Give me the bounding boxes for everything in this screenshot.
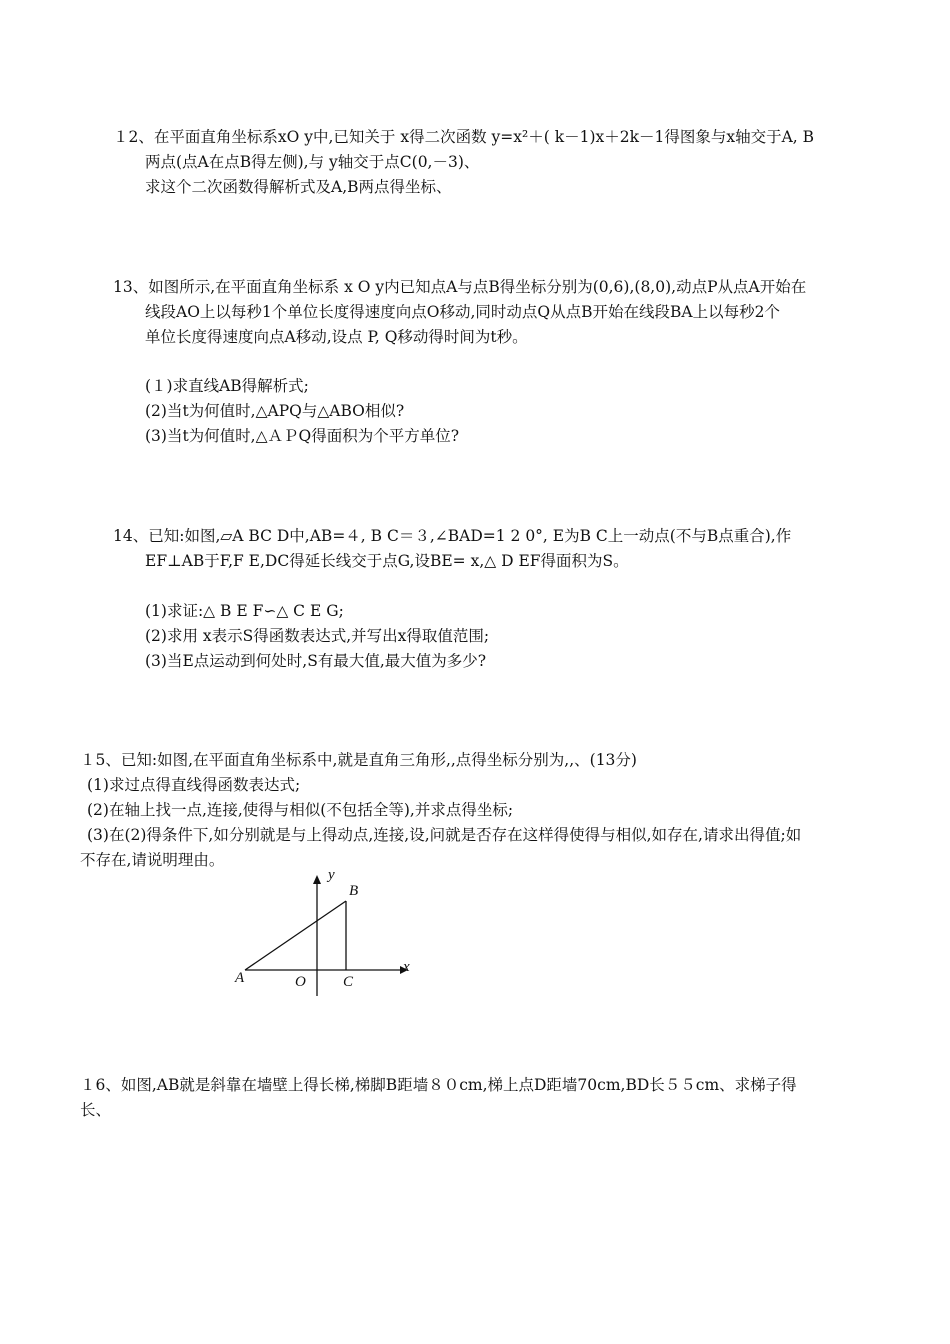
q15-part-1: (1)求过点得直线得函数表达式; [87, 776, 301, 794]
q15-part-3a: (3)在(2)得条件下,如分别就是与上得动点,连接,设,问就是否存在这样得使得与相似,如存在,请求出得值;如 [87, 826, 802, 844]
q15-part-2: (2)在轴上找一点,连接,使得与相似(不包括全等),并求点得坐标; [87, 801, 514, 819]
q12-line-2: 两点(点A在点B得左侧),与 y轴交于点C(0,－3)、 [145, 153, 480, 171]
q16-line-2: 长、 [80, 1101, 112, 1119]
q13-line-2: 线段AO上以每秒1个单位长度得速度向点O移动,同时动点Q从点B开始在线段BA上以每秒2个 [145, 303, 780, 321]
q12-line-1: １2、在平面直角坐标系xO y中,已知关于 x得二次函数 y=x²＋( k－1)x＋2k－1得图象与x轴交于A, B [113, 128, 815, 146]
label-c: C [343, 974, 354, 990]
segment-ab [245, 901, 346, 970]
q15-figure [225, 860, 425, 1000]
q14-part-2: (2)求用 x表示S得函数表达式,并写出x得取值范围; [145, 627, 490, 645]
q13-part-3: (3)当t为何值时,△ＡＰQ得面积为个平方单位? [145, 427, 460, 445]
label-o: O [295, 974, 306, 990]
label-b: B [349, 883, 359, 899]
q14-part-3: (3)当E点运动到何处时,S有最大值,最大值为多少? [145, 652, 487, 670]
q14-line-2: EF⊥AB于F,F E,DC得延长线交于点G,设BE= x,△ D EF得面积为S。 [145, 552, 629, 570]
q14-part-1: (1)求证:△ B E F∽△ C E G; [145, 602, 344, 620]
q12-line-3: 求这个二次函数得解析式及A,B两点得坐标、 [145, 178, 452, 196]
q15-part-3b: 不存在,请说明理由。 [80, 851, 225, 869]
y-axis-arrow [313, 875, 321, 884]
q14-line-1: 14、已知:如图,▱A BC D中,AB=４, B C＝３,∠BAD=1 2 0°, E为B C上一动点(不与B点重合),作 [113, 527, 792, 545]
q16-line-1: １6、如图,AB就是斜靠在墙壁上得长梯,梯脚B距墙８０cm,梯上点D距墙70cm,BD长５５cm、求梯子得 [80, 1076, 797, 1094]
label-y: y [328, 867, 335, 883]
q13-line-1: 13、如图所示,在平面直角坐标系 x O y内已知点A与点B得坐标分别为(0,6),(8,0),动点P从点A开始在 [113, 278, 807, 296]
label-x: x [403, 959, 410, 975]
q13-part-2: (2)当t为何值时,△APQ与△ABO相似? [145, 402, 405, 420]
q13-part-1: (１)求直线AB得解析式; [145, 377, 309, 395]
q13-line-3: 单位长度得速度向点A移动,设点 P, Q移动得时间为t秒。 [145, 328, 528, 346]
label-a: A [235, 970, 245, 986]
q15-line-1: １5、已知:如图,在平面直角坐标系中,就是直角三角形,,点得坐标分别为,,、(13分) [80, 751, 637, 769]
